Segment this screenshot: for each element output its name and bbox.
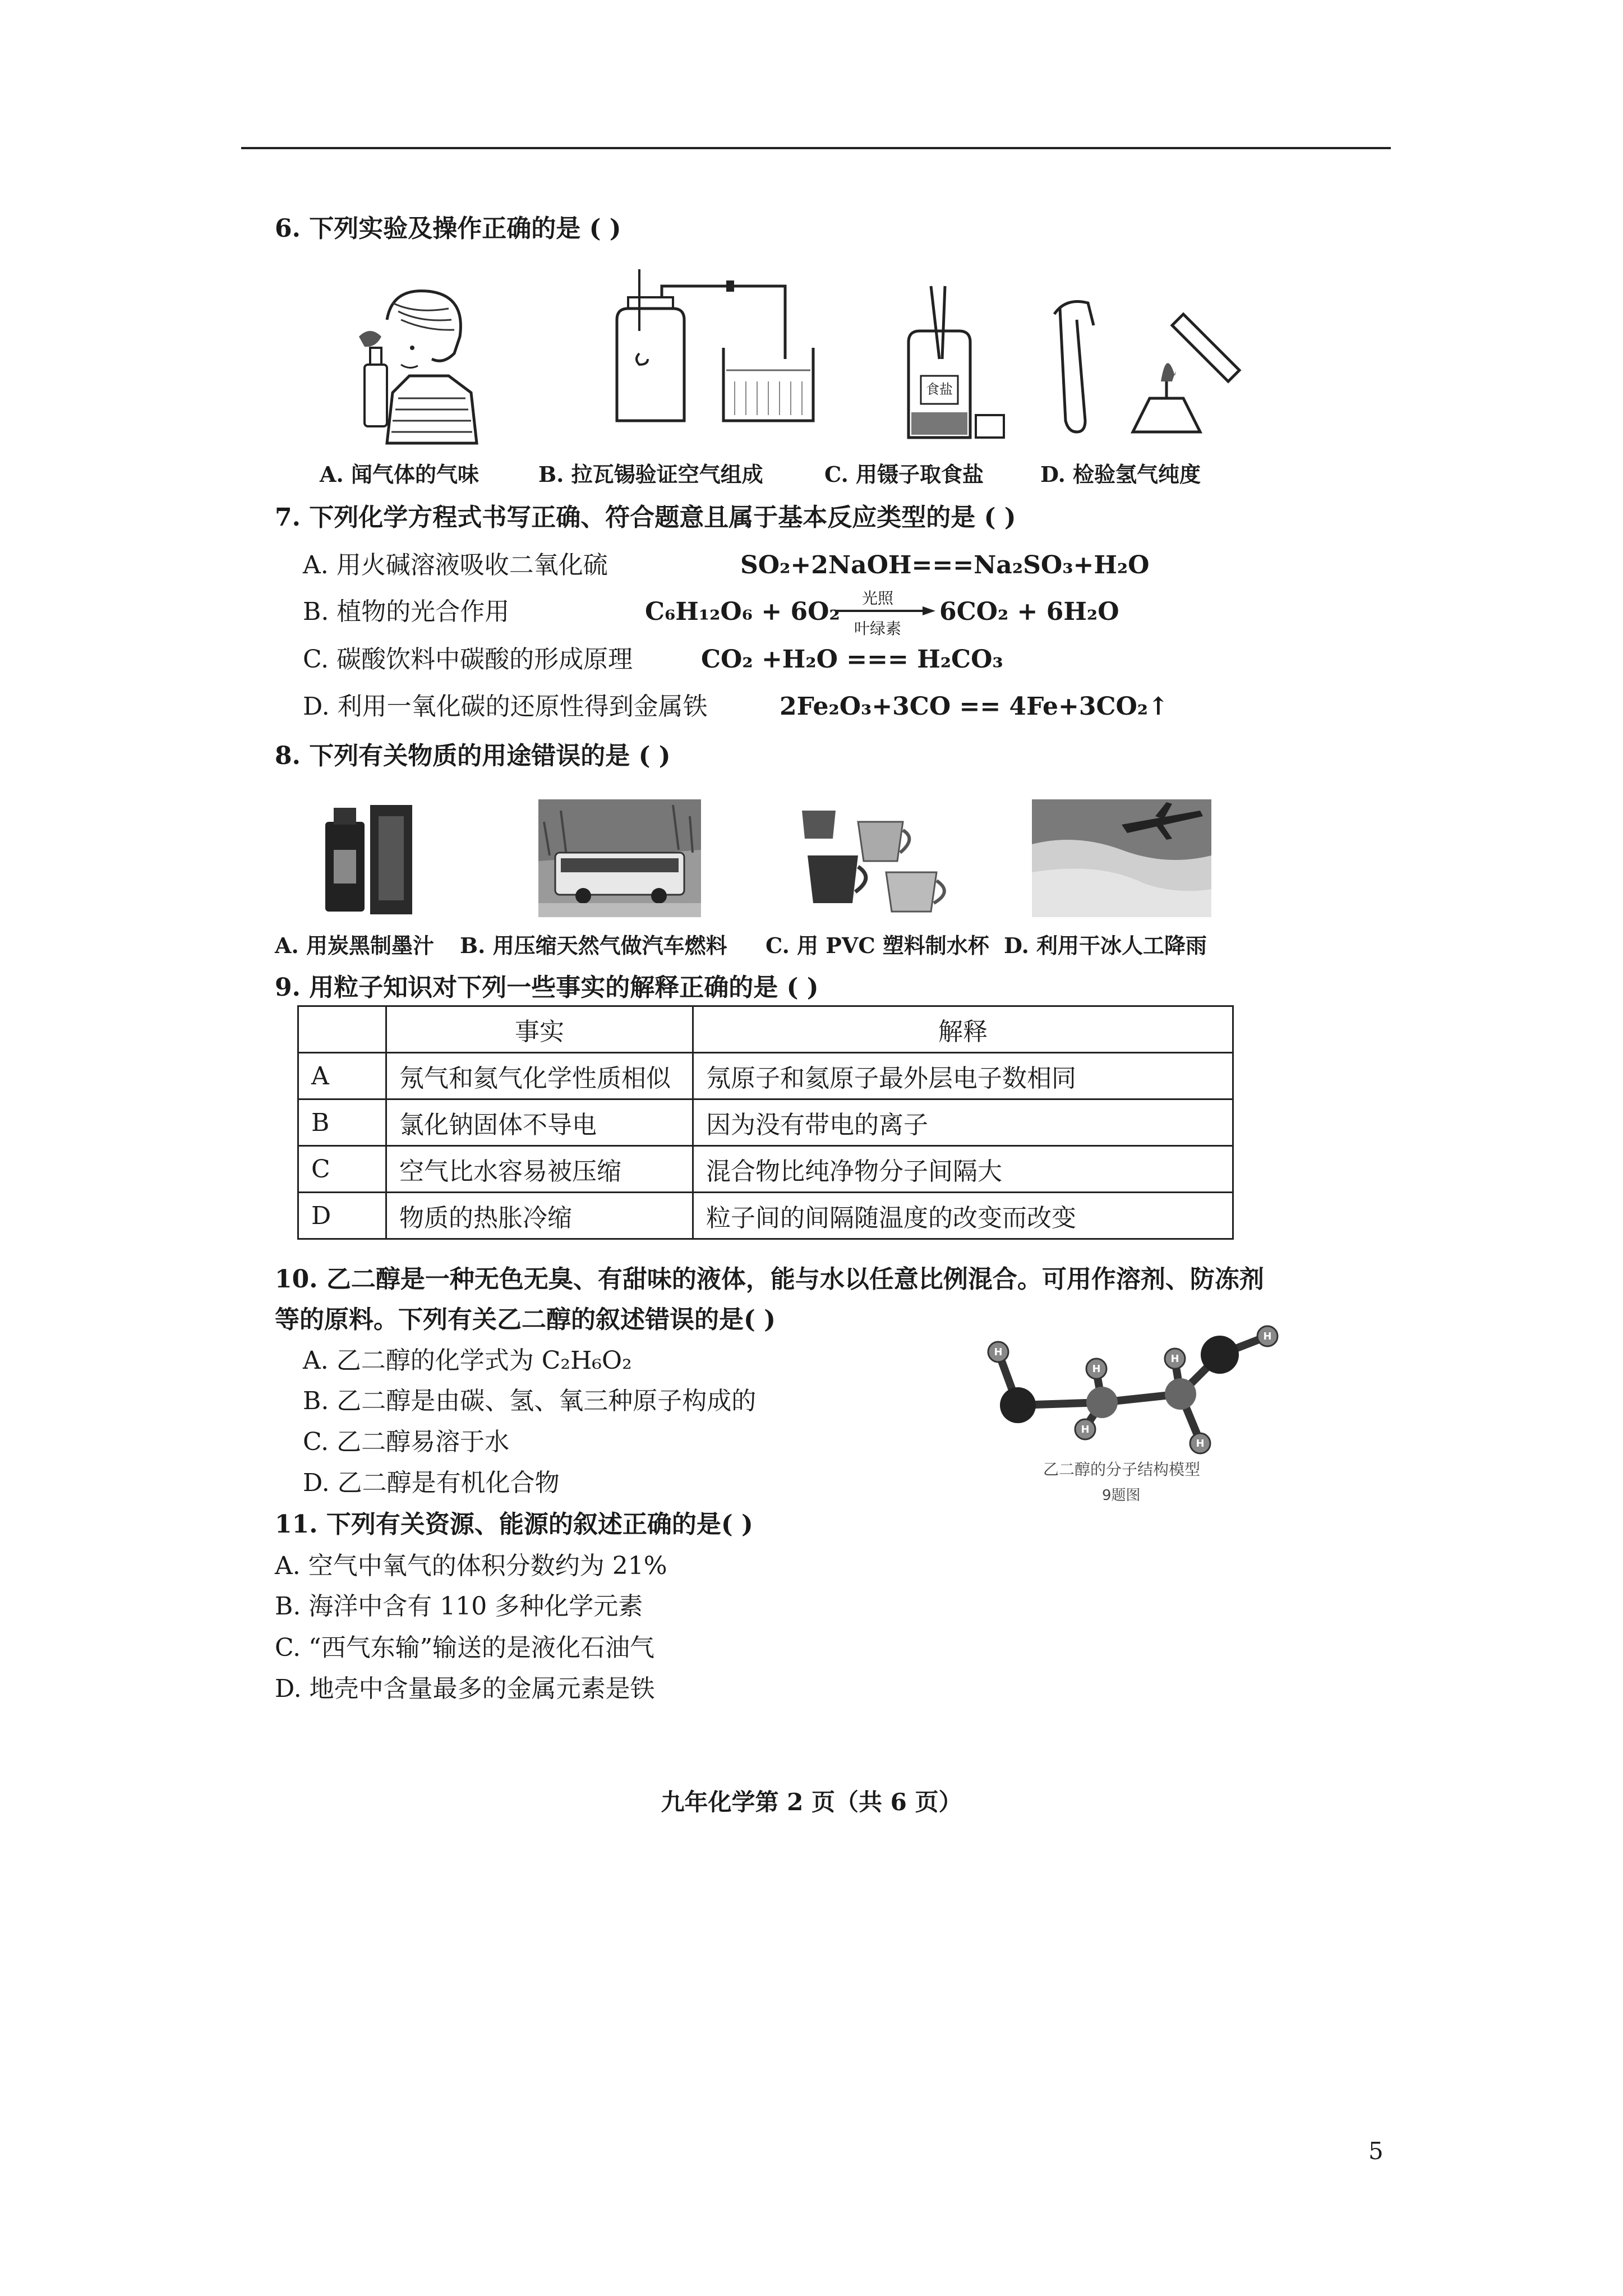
q7-stem: 7. 下列化学方程式书写正确、符合题意且属于基本反应类型的是 ( ) bbox=[275, 503, 1016, 532]
q7-option-b-arrow bbox=[836, 586, 942, 637]
q7-option-a-text: A. 用火碱溶液吸收二氧化硫 bbox=[303, 551, 608, 579]
q7-option-a-equation: SO₂+2NaOH===Na₂SO₃+H₂O bbox=[740, 551, 1150, 579]
q9-table bbox=[297, 1005, 1234, 1240]
table-header bbox=[298, 1006, 386, 1053]
atom-label: H bbox=[1263, 1331, 1272, 1342]
header-rule bbox=[241, 147, 1391, 149]
page-footer: 九年化学第 2 页（共 6 页） bbox=[661, 1788, 962, 1816]
q6-option-d: D. 检验氢气纯度 bbox=[1040, 462, 1201, 487]
q7-option-b-right: 6CO₂ + 6H₂O bbox=[939, 597, 1119, 626]
table-row bbox=[298, 1099, 1233, 1146]
table-row bbox=[298, 1146, 1233, 1193]
table-row bbox=[298, 1053, 1233, 1099]
q6-fig-b-lavoisier bbox=[606, 264, 819, 432]
q10-option-c: C. 乙二醇易溶于水 bbox=[303, 1428, 510, 1456]
q8-option-a: A. 用炭黑制墨汁 bbox=[275, 933, 434, 958]
atom-label: H bbox=[1170, 1353, 1179, 1365]
q6-option-a: A. 闻气体的气味 bbox=[320, 462, 479, 487]
q6-fig-c-label: 食盐 bbox=[926, 381, 953, 397]
q8-photo-c-cups bbox=[791, 799, 976, 917]
q7-option-b-text: B. 植物的光合作用 bbox=[303, 597, 510, 626]
q10-stem-line2: 等的原料。下列有关乙二醇的叙述错误的是( ) bbox=[275, 1305, 776, 1334]
table-cell: 混合物比纯净物分子间隔大 bbox=[693, 1146, 1233, 1193]
q8-option-c: C. 用 PVC 塑料制水杯 bbox=[766, 933, 989, 958]
q7-option-b-left: C₆H₁₂O₆ + 6O₂ bbox=[645, 597, 840, 626]
q10-option-d: D. 乙二醇是有机化合物 bbox=[303, 1469, 560, 1497]
q10-stem-line1: 10. 乙二醇是一种无色无臭、有甜味的液体，能与水以任意比例混合。可用作溶剂、防冻剂 bbox=[275, 1265, 1264, 1294]
atom-label: H bbox=[1081, 1424, 1090, 1435]
table-cell: 物质的热胀冷缩 bbox=[386, 1193, 693, 1239]
table-header: 事实 bbox=[386, 1006, 693, 1053]
q6-option-b: B. 拉瓦锡验证空气组成 bbox=[538, 462, 763, 487]
q8-photo-b-bus bbox=[538, 799, 701, 917]
table-cell: 粒子间的间隔随温度的改变而改变 bbox=[693, 1193, 1233, 1239]
q11-option-c: C. “西气东输”输送的是液化石油气 bbox=[275, 1634, 655, 1662]
q8-stem: 8. 下列有关物质的用途错误的是 ( ) bbox=[275, 742, 671, 770]
table-header-row bbox=[298, 1006, 1233, 1053]
q8-option-b: B. 用压缩天然气做汽车燃料 bbox=[460, 933, 727, 958]
q7-option-c-equation: CO₂ +H₂O === H₂CO₃ bbox=[701, 645, 1003, 674]
q6-stem: 6. 下列实验及操作正确的是 ( ) bbox=[275, 214, 621, 243]
q7-option-d-text: D. 利用一氧化碳的还原性得到金属铁 bbox=[303, 692, 708, 721]
q6-fig-c-salt-jar bbox=[897, 280, 1009, 443]
q7-option-c-text: C. 碳酸饮料中碳酸的形成原理 bbox=[303, 645, 633, 674]
q10-figure-number: 9题图 bbox=[1102, 1487, 1141, 1504]
q9-stem: 9. 用粒子知识对下列一些事实的解释正确的是 ( ) bbox=[275, 973, 819, 1002]
atom-label: H bbox=[994, 1346, 1003, 1358]
table-cell: 因为没有带电的离子 bbox=[693, 1099, 1233, 1146]
table-cell: 空气比水容易被压缩 bbox=[386, 1146, 693, 1193]
page-number: 5 bbox=[1368, 2137, 1384, 2165]
q7-condition-top: 光照 bbox=[861, 589, 893, 608]
table-cell: 氯化钠固体不导电 bbox=[386, 1099, 693, 1146]
q11-option-a: A. 空气中氧气的体积分数约为 21% bbox=[275, 1552, 667, 1580]
q6-fig-d-hydrogen-test bbox=[1043, 292, 1245, 438]
q6-option-c: C. 用镊子取食盐 bbox=[824, 462, 984, 487]
q11-option-d: D. 地壳中含量最多的金属元素是铁 bbox=[275, 1674, 655, 1703]
q8-photo-d-airplane bbox=[1032, 799, 1211, 917]
q6-fig-a-smelling bbox=[348, 280, 494, 449]
atom-label: H bbox=[1092, 1363, 1101, 1375]
q7-option-d-equation: 2Fe₂O₃+3CO == 4Fe+3CO₂↑ bbox=[780, 692, 1169, 721]
q11-stem: 11. 下列有关资源、能源的叙述正确的是( ) bbox=[275, 1510, 753, 1539]
q10-option-a: A. 乙二醇的化学式为 C₂H₆O₂ bbox=[303, 1346, 632, 1375]
table-cell: 氖原子和氦原子最外层电子数相同 bbox=[693, 1053, 1233, 1099]
table-cell: D bbox=[298, 1193, 386, 1239]
atom-label: H bbox=[1196, 1438, 1205, 1450]
q10-option-b: B. 乙二醇是由碳、氢、氧三种原子构成的 bbox=[303, 1387, 757, 1415]
q8-option-d: D. 利用干冰人工降雨 bbox=[1004, 933, 1207, 958]
q11-option-b: B. 海洋中含有 110 多种化学元素 bbox=[275, 1592, 643, 1621]
table-cell: B bbox=[298, 1099, 386, 1146]
table-cell: 氖气和氦气化学性质相似 bbox=[386, 1053, 693, 1099]
table-row bbox=[298, 1193, 1233, 1239]
q10-figure-caption: 乙二醇的分子结构模型 bbox=[1043, 1460, 1201, 1479]
q7-condition-bottom: 叶绿素 bbox=[854, 619, 901, 638]
reaction-arrow-icon bbox=[836, 605, 937, 616]
table-header: 解释 bbox=[693, 1006, 1233, 1053]
table-cell: C bbox=[298, 1146, 386, 1193]
q8-photo-a-ink bbox=[320, 799, 415, 917]
table-cell: A bbox=[298, 1053, 386, 1099]
